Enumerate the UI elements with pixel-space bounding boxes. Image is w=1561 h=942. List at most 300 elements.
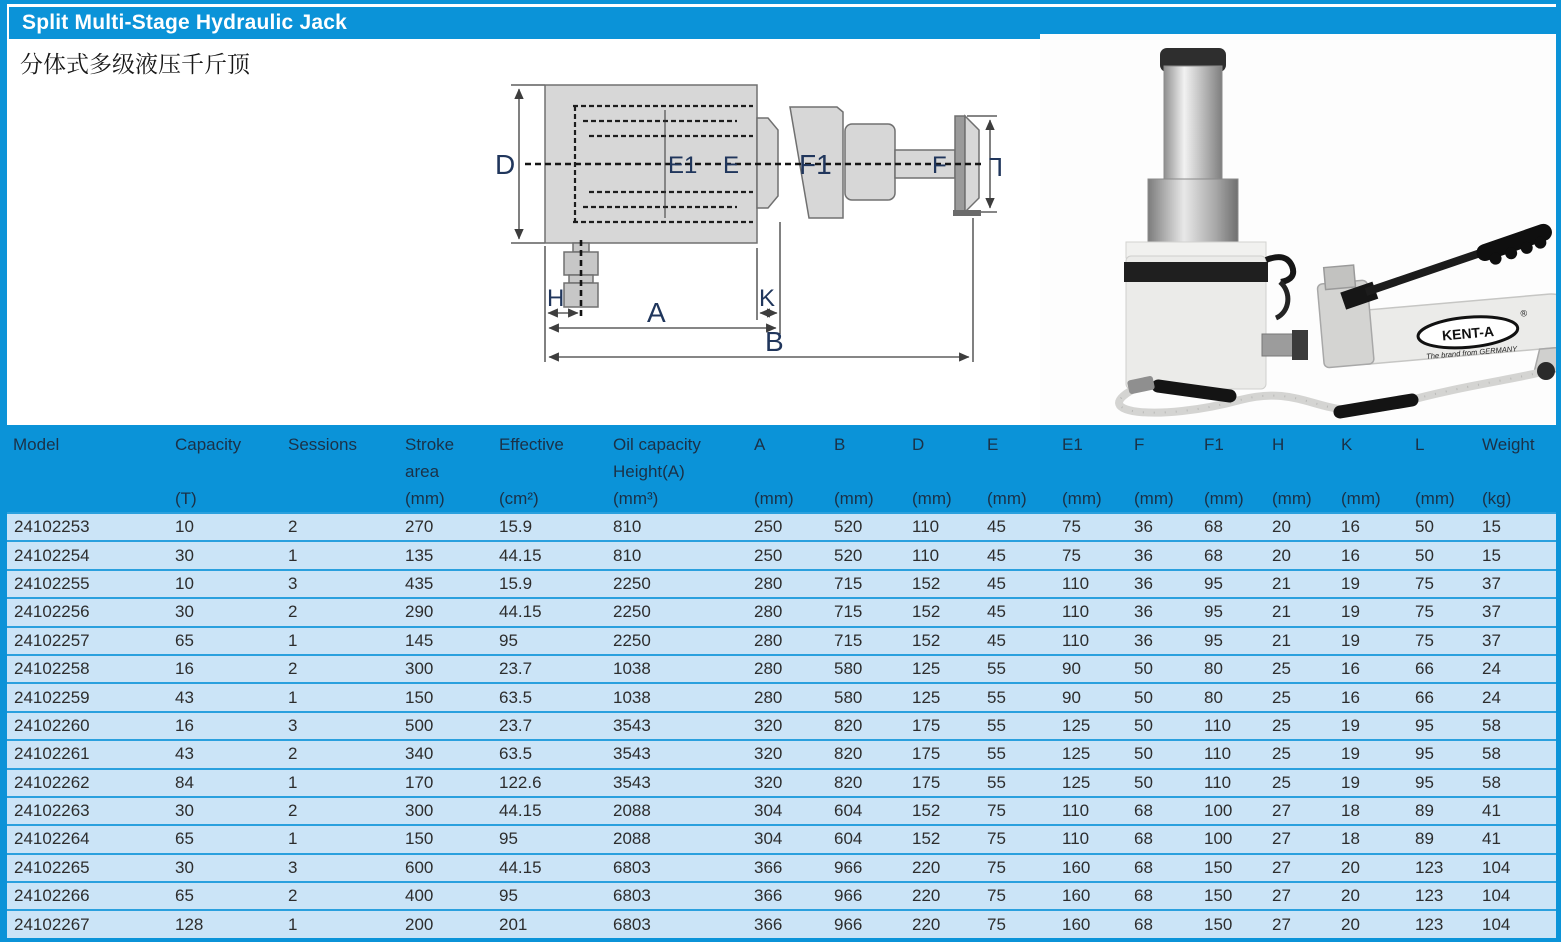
- dim-label-e1: E1: [668, 152, 698, 179]
- table-cell: 220: [906, 853, 981, 881]
- table-cell: 24102260: [7, 711, 169, 739]
- table-cell: 366: [748, 853, 828, 881]
- table-cell: 125: [906, 654, 981, 682]
- table-cell: 1: [282, 909, 399, 937]
- table-cell: 175: [906, 768, 981, 796]
- table-cell: 55: [981, 711, 1056, 739]
- column-header: Stroke area (mm): [399, 425, 493, 512]
- table-cell: 24102267: [7, 909, 169, 937]
- table-row: [7, 824, 1556, 852]
- table-cell: 280: [748, 682, 828, 710]
- table-row: [7, 626, 1556, 654]
- table-cell: 18: [1335, 824, 1409, 852]
- table-cell: 110: [906, 540, 981, 568]
- table-cell: 20: [1266, 512, 1335, 540]
- table-cell: 110: [1056, 796, 1128, 824]
- table-cell: 110: [906, 512, 981, 540]
- table-cell: 25: [1266, 654, 1335, 682]
- table-cell: 66: [1409, 654, 1476, 682]
- table-cell: 280: [748, 597, 828, 625]
- table-cell: 820: [828, 739, 906, 767]
- table-cell: 152: [906, 597, 981, 625]
- table-cell: 16: [169, 711, 282, 739]
- table-cell: 340: [399, 739, 493, 767]
- table-cell: 90: [1056, 654, 1128, 682]
- table-cell: 68: [1128, 909, 1198, 937]
- table-cell: 2: [282, 881, 399, 909]
- table-cell: 20: [1335, 909, 1409, 937]
- table-cell: 80: [1198, 654, 1266, 682]
- table-cell: 2: [282, 654, 399, 682]
- table-cell: 24102264: [7, 824, 169, 852]
- table-cell: 520: [828, 540, 906, 568]
- table-cell: 201: [493, 909, 607, 937]
- table-cell: 123: [1409, 881, 1476, 909]
- table-cell: 150: [399, 682, 493, 710]
- table-cell: 21: [1266, 626, 1335, 654]
- page-subtitle-chinese: 分体式多级液压千斤顶: [20, 51, 250, 77]
- table-cell: 58: [1476, 768, 1556, 796]
- column-header: Capacity (T): [169, 425, 282, 512]
- dim-label-a: A: [647, 297, 666, 328]
- table-cell: 68: [1198, 540, 1266, 568]
- dim-label-e: E: [723, 152, 740, 179]
- table-cell: 160: [1056, 853, 1128, 881]
- table-cell: 75: [981, 909, 1056, 937]
- table-cell: 27: [1266, 853, 1335, 881]
- table-cell: 44.15: [493, 853, 607, 881]
- table-cell: 43: [169, 739, 282, 767]
- dim-label-l: L: [988, 152, 1003, 182]
- table-cell: 37: [1476, 626, 1556, 654]
- table-cell: 600: [399, 853, 493, 881]
- table-cell: 24102255: [7, 569, 169, 597]
- table-cell: 16: [1335, 654, 1409, 682]
- table-cell: 966: [828, 853, 906, 881]
- table-row: [7, 853, 1556, 881]
- table-cell: 16: [1335, 512, 1409, 540]
- table-cell: 6803: [607, 853, 748, 881]
- table-cell: 24102256: [7, 597, 169, 625]
- table-cell: 36: [1128, 569, 1198, 597]
- table-cell: 68: [1128, 853, 1198, 881]
- table-cell: 200: [399, 909, 493, 937]
- table-cell: 320: [748, 739, 828, 767]
- table-cell: 122.6: [493, 768, 607, 796]
- table-cell: 3: [282, 711, 399, 739]
- table-cell: 24: [1476, 682, 1556, 710]
- table-cell: 2250: [607, 569, 748, 597]
- table-cell: 24102263: [7, 796, 169, 824]
- table-cell: 27: [1266, 909, 1335, 937]
- table-cell: 1: [282, 626, 399, 654]
- table-cell: 84: [169, 768, 282, 796]
- table-cell: 160: [1056, 909, 1128, 937]
- table-cell: 20: [1335, 881, 1409, 909]
- table-cell: 41: [1476, 824, 1556, 852]
- table-cell: 30: [169, 796, 282, 824]
- table-cell: 55: [981, 682, 1056, 710]
- header-row: [7, 425, 1556, 512]
- technical-drawing: [485, 70, 1025, 430]
- table-cell: 24102257: [7, 626, 169, 654]
- table-cell: 24102261: [7, 739, 169, 767]
- table-cell: 95: [1198, 597, 1266, 625]
- table-cell: 63.5: [493, 739, 607, 767]
- table-cell: 19: [1335, 569, 1409, 597]
- table-cell: 125: [1056, 739, 1128, 767]
- column-header: A (mm): [748, 425, 828, 512]
- table-cell: 23.7: [493, 711, 607, 739]
- table-cell: 24102259: [7, 682, 169, 710]
- page-title: Split Multi-Stage Hydraulic Jack: [9, 7, 1556, 39]
- table-cell: 520: [828, 512, 906, 540]
- table-cell: 95: [493, 824, 607, 852]
- table-cell: 36: [1128, 626, 1198, 654]
- table-cell: 63.5: [493, 682, 607, 710]
- column-header: F1 (mm): [1198, 425, 1266, 512]
- table-cell: 43: [169, 682, 282, 710]
- table-cell: 44.15: [493, 540, 607, 568]
- table-cell: 19: [1335, 711, 1409, 739]
- table-cell: 320: [748, 768, 828, 796]
- table-cell: 2088: [607, 824, 748, 852]
- table-cell: 125: [1056, 711, 1128, 739]
- table-cell: 1038: [607, 654, 748, 682]
- table-cell: 45: [981, 569, 1056, 597]
- table-cell: 95: [493, 881, 607, 909]
- table-cell: 68: [1128, 796, 1198, 824]
- table-cell: 19: [1335, 739, 1409, 767]
- page-body: [7, 4, 1556, 936]
- table-cell: 23.7: [493, 654, 607, 682]
- table-cell: 75: [1409, 569, 1476, 597]
- table-cell: 3543: [607, 739, 748, 767]
- table-cell: 1: [282, 768, 399, 796]
- table-cell: 15: [1476, 540, 1556, 568]
- table-cell: 400: [399, 881, 493, 909]
- table-cell: 123: [1409, 853, 1476, 881]
- table-cell: 2250: [607, 626, 748, 654]
- table-cell: 110: [1198, 768, 1266, 796]
- table-row: [7, 654, 1556, 682]
- table-cell: 75: [981, 881, 1056, 909]
- table-cell: 1: [282, 540, 399, 568]
- table-row: [7, 881, 1556, 909]
- table-cell: 75: [1056, 512, 1128, 540]
- table-cell: 75: [1056, 540, 1128, 568]
- table-cell: 175: [906, 711, 981, 739]
- table-cell: 125: [1056, 768, 1128, 796]
- table-cell: 41: [1476, 796, 1556, 824]
- table-cell: 95: [1198, 626, 1266, 654]
- spec-table-body: [7, 512, 1556, 938]
- table-cell: 90: [1056, 682, 1128, 710]
- table-cell: 30: [169, 597, 282, 625]
- table-cell: 1038: [607, 682, 748, 710]
- table-row: [7, 597, 1556, 625]
- table-cell: 75: [981, 824, 1056, 852]
- table-cell: 2: [282, 739, 399, 767]
- column-header: D (mm): [906, 425, 981, 512]
- spec-table: [7, 425, 1556, 938]
- table-cell: 89: [1409, 824, 1476, 852]
- table-cell: 175: [906, 739, 981, 767]
- table-cell: 58: [1476, 711, 1556, 739]
- table-cell: 45: [981, 597, 1056, 625]
- table-cell: 250: [748, 512, 828, 540]
- table-cell: 44.15: [493, 597, 607, 625]
- table-cell: 270: [399, 512, 493, 540]
- column-header: Model: [7, 425, 169, 512]
- table-cell: 150: [1198, 881, 1266, 909]
- table-cell: 250: [748, 540, 828, 568]
- table-cell: 24102253: [7, 512, 169, 540]
- table-cell: 110: [1198, 711, 1266, 739]
- table-cell: 36: [1128, 540, 1198, 568]
- table-cell: 25: [1266, 768, 1335, 796]
- table-row: [7, 711, 1556, 739]
- table-cell: 100: [1198, 824, 1266, 852]
- table-cell: 715: [828, 597, 906, 625]
- table-cell: 68: [1128, 824, 1198, 852]
- table-cell: 300: [399, 796, 493, 824]
- column-header: K (mm): [1335, 425, 1409, 512]
- table-cell: 128: [169, 909, 282, 937]
- table-cell: 44.15: [493, 796, 607, 824]
- table-cell: 65: [169, 626, 282, 654]
- table-cell: 500: [399, 711, 493, 739]
- table-cell: 110: [1056, 626, 1128, 654]
- column-header: Effective (cm²): [493, 425, 607, 512]
- table-cell: 104: [1476, 853, 1556, 881]
- table-cell: 110: [1198, 739, 1266, 767]
- table-row: [7, 796, 1556, 824]
- table-cell: 810: [607, 540, 748, 568]
- table-cell: 966: [828, 909, 906, 937]
- table-cell: 50: [1128, 711, 1198, 739]
- table-cell: 45: [981, 512, 1056, 540]
- table-cell: 150: [1198, 853, 1266, 881]
- table-cell: 152: [906, 796, 981, 824]
- column-header: F (mm): [1128, 425, 1198, 512]
- table-cell: 95: [1409, 739, 1476, 767]
- table-cell: 10: [169, 569, 282, 597]
- table-cell: 135: [399, 540, 493, 568]
- table-cell: 75: [981, 853, 1056, 881]
- table-cell: 24102266: [7, 881, 169, 909]
- table-cell: 6803: [607, 909, 748, 937]
- table-row: [7, 909, 1556, 937]
- table-cell: 95: [493, 626, 607, 654]
- brand-subtext: The brand from GERMANY: [1425, 344, 1518, 362]
- jack-body-outline: [545, 85, 981, 307]
- table-cell: 25: [1266, 711, 1335, 739]
- table-cell: 300: [399, 654, 493, 682]
- table-row: [7, 682, 1556, 710]
- table-cell: 25: [1266, 739, 1335, 767]
- table-cell: 30: [169, 540, 282, 568]
- column-header: Weight (kg): [1476, 425, 1556, 512]
- table-cell: 145: [399, 626, 493, 654]
- table-cell: 220: [906, 909, 981, 937]
- table-cell: 24: [1476, 654, 1556, 682]
- table-cell: 24102262: [7, 768, 169, 796]
- dim-label-f1: F1: [799, 149, 832, 180]
- column-header: Oil capacity Height(A) (mm³): [607, 425, 748, 512]
- table-cell: 2250: [607, 597, 748, 625]
- table-cell: 715: [828, 626, 906, 654]
- table-cell: 89: [1409, 796, 1476, 824]
- table-cell: 30: [169, 853, 282, 881]
- table-cell: 125: [906, 682, 981, 710]
- table-cell: 68: [1198, 512, 1266, 540]
- table-cell: 10: [169, 512, 282, 540]
- registered-mark-icon: ®: [1520, 308, 1528, 319]
- table-cell: 152: [906, 626, 981, 654]
- table-cell: 25: [1266, 682, 1335, 710]
- spec-table-header: [7, 425, 1556, 512]
- table-cell: 304: [748, 796, 828, 824]
- table-cell: 24102254: [7, 540, 169, 568]
- table-cell: 320: [748, 711, 828, 739]
- table-cell: 110: [1056, 569, 1128, 597]
- table-cell: 604: [828, 796, 906, 824]
- brand-text: KENT-A: [1441, 323, 1495, 344]
- table-cell: 45: [981, 626, 1056, 654]
- table-cell: 50: [1409, 512, 1476, 540]
- table-row: [7, 540, 1556, 568]
- table-cell: 21: [1266, 569, 1335, 597]
- table-cell: 152: [906, 824, 981, 852]
- table-cell: 100: [1198, 796, 1266, 824]
- table-cell: 68: [1128, 881, 1198, 909]
- table-row: [7, 768, 1556, 796]
- table-cell: 3: [282, 853, 399, 881]
- table-cell: 2: [282, 512, 399, 540]
- table-cell: 65: [169, 881, 282, 909]
- table-cell: 19: [1335, 597, 1409, 625]
- table-cell: 160: [1056, 881, 1128, 909]
- table-cell: 715: [828, 569, 906, 597]
- table-cell: 19: [1335, 626, 1409, 654]
- table-cell: 820: [828, 768, 906, 796]
- table-cell: 95: [1409, 768, 1476, 796]
- table-cell: 2: [282, 597, 399, 625]
- table-cell: 104: [1476, 909, 1556, 937]
- table-cell: 304: [748, 824, 828, 852]
- table-cell: 123: [1409, 909, 1476, 937]
- table-cell: 75: [981, 796, 1056, 824]
- dim-label-b: B: [765, 326, 784, 357]
- table-cell: 110: [1056, 824, 1128, 852]
- column-header: H (mm): [1266, 425, 1335, 512]
- table-cell: 2088: [607, 796, 748, 824]
- table-cell: 37: [1476, 597, 1556, 625]
- table-cell: 435: [399, 569, 493, 597]
- table-cell: 21: [1266, 597, 1335, 625]
- table-cell: 24102265: [7, 853, 169, 881]
- table-row: [7, 512, 1556, 540]
- table-cell: 3: [282, 569, 399, 597]
- column-header: B (mm): [828, 425, 906, 512]
- table-cell: 27: [1266, 824, 1335, 852]
- table-cell: 50: [1128, 654, 1198, 682]
- table-cell: 3543: [607, 711, 748, 739]
- table-cell: 16: [1335, 540, 1409, 568]
- table-cell: 150: [399, 824, 493, 852]
- dim-label-h: H: [547, 285, 565, 312]
- table-cell: 366: [748, 909, 828, 937]
- table-cell: 18: [1335, 796, 1409, 824]
- table-cell: 50: [1128, 768, 1198, 796]
- table-cell: 810: [607, 512, 748, 540]
- table-cell: 66: [1409, 682, 1476, 710]
- table-cell: 104: [1476, 881, 1556, 909]
- table-cell: 966: [828, 881, 906, 909]
- table-cell: 55: [981, 768, 1056, 796]
- table-cell: 170: [399, 768, 493, 796]
- table-cell: 45: [981, 540, 1056, 568]
- table-cell: 36: [1128, 597, 1198, 625]
- table-cell: 75: [1409, 626, 1476, 654]
- table-cell: 55: [981, 739, 1056, 767]
- table-cell: 280: [748, 626, 828, 654]
- table-cell: 36: [1128, 512, 1198, 540]
- table-cell: 95: [1409, 711, 1476, 739]
- product-photo: [1040, 34, 1556, 424]
- table-cell: 50: [1128, 739, 1198, 767]
- table-cell: 290: [399, 597, 493, 625]
- table-cell: 1: [282, 824, 399, 852]
- table-cell: 220: [906, 881, 981, 909]
- table-cell: 24102258: [7, 654, 169, 682]
- table-cell: 95: [1198, 569, 1266, 597]
- table-cell: 75: [1409, 597, 1476, 625]
- table-cell: 6803: [607, 881, 748, 909]
- table-cell: 280: [748, 569, 828, 597]
- table-cell: 37: [1476, 569, 1556, 597]
- column-header: E1 (mm): [1056, 425, 1128, 512]
- table-cell: 27: [1266, 796, 1335, 824]
- dim-label-k: K: [759, 285, 776, 312]
- table-cell: 27: [1266, 881, 1335, 909]
- table-cell: 19: [1335, 768, 1409, 796]
- table-cell: 65: [169, 824, 282, 852]
- table-cell: 20: [1335, 853, 1409, 881]
- table-cell: 366: [748, 881, 828, 909]
- table-cell: 580: [828, 654, 906, 682]
- table-cell: 280: [748, 654, 828, 682]
- table-cell: 152: [906, 569, 981, 597]
- dim-label-d: D: [495, 149, 516, 180]
- table-cell: 80: [1198, 682, 1266, 710]
- table-row: [7, 739, 1556, 767]
- column-header: L (mm): [1409, 425, 1476, 512]
- table-row: [7, 569, 1556, 597]
- table-cell: 16: [169, 654, 282, 682]
- table-cell: 16: [1335, 682, 1409, 710]
- table-cell: 110: [1056, 597, 1128, 625]
- table-cell: 150: [1198, 909, 1266, 937]
- column-header: Sessions: [282, 425, 399, 512]
- table-cell: 2: [282, 796, 399, 824]
- table-cell: 15.9: [493, 512, 607, 540]
- table-cell: 20: [1266, 540, 1335, 568]
- table-cell: 604: [828, 824, 906, 852]
- table-cell: 58: [1476, 739, 1556, 767]
- table-cell: 820: [828, 711, 906, 739]
